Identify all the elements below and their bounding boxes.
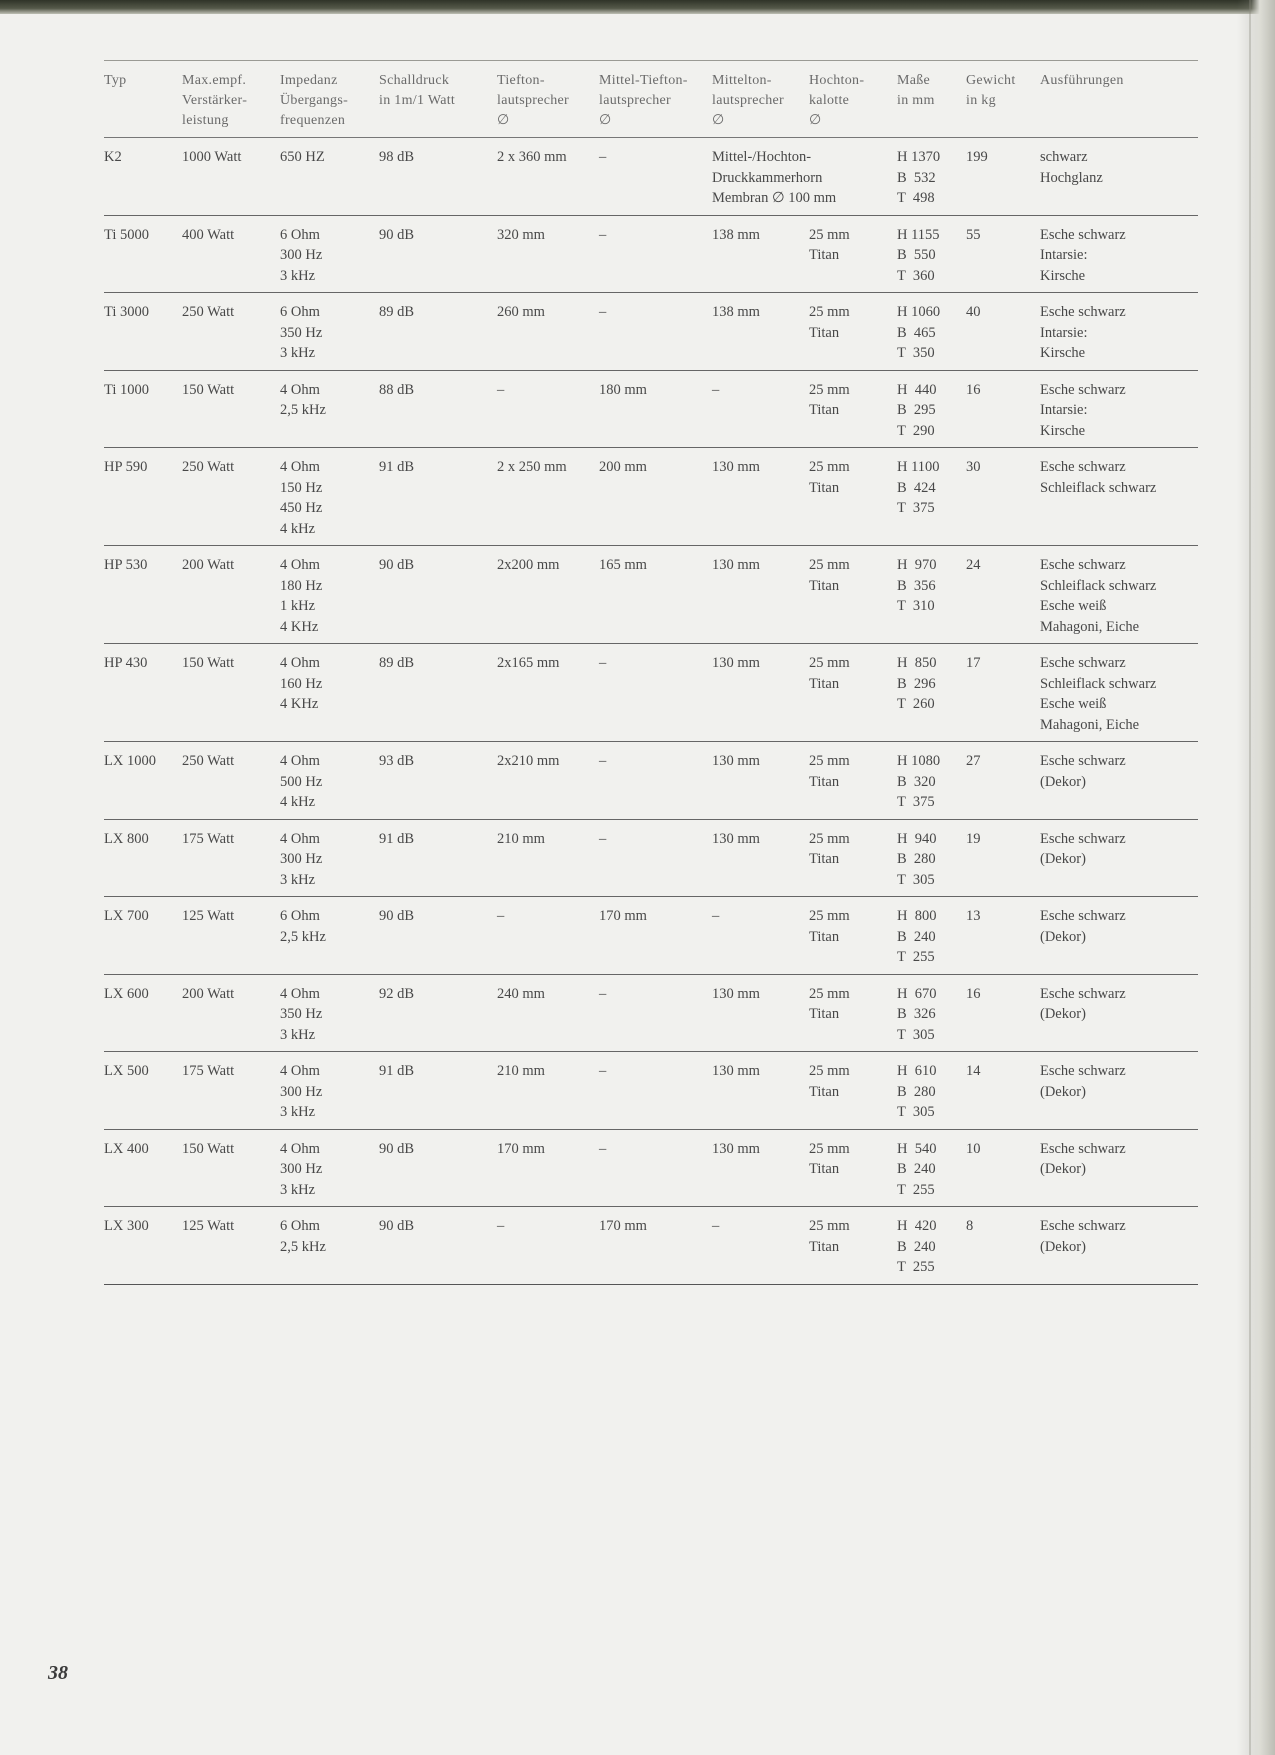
cell-typ: LX 700: [104, 897, 182, 975]
cell-hochton: 25 mm Titan: [809, 448, 897, 546]
cell-schalldruck: 88 dB: [379, 370, 497, 448]
table-row-lx700: [104, 897, 1198, 975]
cell-hochton: 25 mm Titan: [809, 1129, 897, 1207]
cell-schalldruck: 89 dB: [379, 644, 497, 742]
cell-hochton: 25 mm Titan: [809, 644, 897, 742]
cell-hochton: 25 mm Titan: [809, 974, 897, 1052]
cell-ausfuehrungen: Esche schwarz (Dekor): [1040, 1207, 1198, 1285]
table-row-ti5000: [104, 215, 1198, 293]
cell-hochton: 25 mm Titan: [809, 370, 897, 448]
cell-mittelton: –: [712, 370, 809, 448]
cell-tiefton: 2x210 mm: [497, 742, 599, 820]
cell-impedanz: 4 Ohm 150 Hz 450 Hz 4 kHz: [280, 448, 379, 546]
cell-masse: H 540 B 240 T 255: [897, 1129, 966, 1207]
cell-tiefton: 170 mm: [497, 1129, 599, 1207]
cell-hochton: 25 mm Titan: [809, 546, 897, 644]
cell-schalldruck: 90 dB: [379, 215, 497, 293]
cell-mittelton: 130 mm: [712, 1052, 809, 1130]
table-row-ti1000: [104, 370, 1198, 448]
cell-mittel-tiefton: 180 mm: [599, 370, 712, 448]
cell-impedanz: 4 Ohm 180 Hz 1 kHz 4 KHz: [280, 546, 379, 644]
cell-mittel-tiefton: –: [599, 644, 712, 742]
cell-mittelton: –: [712, 1207, 809, 1285]
cell-leistung: 250 Watt: [182, 448, 280, 546]
cell-gewicht: 17: [966, 644, 1040, 742]
cell-typ: LX 800: [104, 819, 182, 897]
cell-tiefton: 2x200 mm: [497, 546, 599, 644]
cell-masse: H 1100 B 424 T 375: [897, 448, 966, 546]
cell-impedanz: 4 Ohm 350 Hz 3 kHz: [280, 974, 379, 1052]
cell-mittelton: 130 mm: [712, 819, 809, 897]
cell-mittel-tiefton: –: [599, 974, 712, 1052]
cell-leistung: 150 Watt: [182, 644, 280, 742]
cell-mittelton: 130 mm: [712, 546, 809, 644]
cell-mittelton: –: [712, 897, 809, 975]
cell-masse: H 440 B 295 T 290: [897, 370, 966, 448]
cell-typ: HP 430: [104, 644, 182, 742]
cell-tiefton: 2x165 mm: [497, 644, 599, 742]
cell-mittel-tiefton: –: [599, 1052, 712, 1130]
cell-tiefton: 320 mm: [497, 215, 599, 293]
cell-hochton: 25 mm Titan: [809, 1052, 897, 1130]
cell-hochton: 25 mm Titan: [809, 215, 897, 293]
cell-gewicht: 13: [966, 897, 1040, 975]
cell-masse: H 1060 B 465 T 350: [897, 293, 966, 371]
page-top-edge: [0, 0, 1275, 14]
cell-typ: HP 530: [104, 546, 182, 644]
cell-impedanz: 6 Ohm 2,5 kHz: [280, 897, 379, 975]
table-row-lx1000: [104, 742, 1198, 820]
cell-ausfuehrungen: Esche schwarz (Dekor): [1040, 974, 1198, 1052]
page-right-edge: [1237, 0, 1275, 1755]
cell-druckkammerhorn: Mittel-/Hochton- Druckkammerhorn Membran ∅ 100 mm: [712, 138, 897, 216]
cell-leistung: 125 Watt: [182, 897, 280, 975]
cell-mittel-tiefton: 170 mm: [599, 1207, 712, 1285]
cell-mittelton: 138 mm: [712, 215, 809, 293]
table-row-lx500: [104, 1052, 1198, 1130]
page-fold-line: [1249, 0, 1251, 1755]
header-tiefton: Tiefton- lautsprecher ∅: [497, 61, 599, 138]
cell-mittel-tiefton: –: [599, 138, 712, 216]
cell-leistung: 150 Watt: [182, 370, 280, 448]
cell-typ: LX 500: [104, 1052, 182, 1130]
cell-typ: HP 590: [104, 448, 182, 546]
cell-gewicht: 55: [966, 215, 1040, 293]
cell-schalldruck: 90 dB: [379, 546, 497, 644]
cell-mittel-tiefton: –: [599, 215, 712, 293]
cell-gewicht: 8: [966, 1207, 1040, 1285]
cell-mittel-tiefton: 170 mm: [599, 897, 712, 975]
cell-tiefton: 2 x 250 mm: [497, 448, 599, 546]
cell-schalldruck: 91 dB: [379, 819, 497, 897]
table-row-hp430: [104, 644, 1198, 742]
cell-ausfuehrungen: Esche schwarz (Dekor): [1040, 1052, 1198, 1130]
cell-ausfuehrungen: Esche schwarz Schleiflack schwarz Esche weiß Mahagoni, Eiche: [1040, 546, 1198, 644]
cell-gewicht: 30: [966, 448, 1040, 546]
cell-impedanz: 4 Ohm 500 Hz 4 kHz: [280, 742, 379, 820]
cell-impedanz: 4 Ohm 300 Hz 3 kHz: [280, 1052, 379, 1130]
header-hochton: Hochton- kalotte ∅: [809, 61, 897, 138]
cell-leistung: 400 Watt: [182, 215, 280, 293]
cell-gewicht: 19: [966, 819, 1040, 897]
cell-tiefton: 240 mm: [497, 974, 599, 1052]
table-row-hp590: [104, 448, 1198, 546]
cell-masse: H 1370 B 532 T 498: [897, 138, 966, 216]
cell-impedanz: 650 HZ: [280, 138, 379, 216]
cell-masse: H 800 B 240 T 255: [897, 897, 966, 975]
cell-schalldruck: 89 dB: [379, 293, 497, 371]
cell-mittel-tiefton: 165 mm: [599, 546, 712, 644]
cell-impedanz: 4 Ohm 300 Hz 3 kHz: [280, 819, 379, 897]
cell-impedanz: 6 Ohm 2,5 kHz: [280, 1207, 379, 1285]
cell-gewicht: 14: [966, 1052, 1040, 1130]
cell-schalldruck: 91 dB: [379, 448, 497, 546]
cell-tiefton: 260 mm: [497, 293, 599, 371]
cell-mittel-tiefton: 200 mm: [599, 448, 712, 546]
cell-leistung: 200 Watt: [182, 974, 280, 1052]
cell-hochton: 25 mm Titan: [809, 293, 897, 371]
cell-impedanz: 6 Ohm 300 Hz 3 kHz: [280, 215, 379, 293]
header-ausfuehrungen: Ausführungen: [1040, 61, 1198, 138]
cell-ausfuehrungen: schwarz Hochglanz: [1040, 138, 1198, 216]
cell-masse: H 850 B 296 T 260: [897, 644, 966, 742]
cell-ausfuehrungen: Esche schwarz (Dekor): [1040, 742, 1198, 820]
spec-sheet: [104, 60, 1198, 1285]
table-row-lx400: [104, 1129, 1198, 1207]
cell-tiefton: –: [497, 1207, 599, 1285]
cell-ausfuehrungen: Esche schwarz Schleiflack schwarz: [1040, 448, 1198, 546]
table-header-row: [104, 61, 1198, 138]
cell-tiefton: –: [497, 370, 599, 448]
cell-hochton: 25 mm Titan: [809, 819, 897, 897]
cell-impedanz: 4 Ohm 2,5 kHz: [280, 370, 379, 448]
cell-impedanz: 4 Ohm 160 Hz 4 KHz: [280, 644, 379, 742]
cell-leistung: 175 Watt: [182, 1052, 280, 1130]
cell-schalldruck: 90 dB: [379, 1129, 497, 1207]
cell-masse: H 1080 B 320 T 375: [897, 742, 966, 820]
cell-masse: H 670 B 326 T 305: [897, 974, 966, 1052]
cell-hochton: 25 mm Titan: [809, 742, 897, 820]
cell-hochton: 25 mm Titan: [809, 897, 897, 975]
header-impedanz: Impedanz Übergangs- frequenzen: [280, 61, 379, 138]
cell-ausfuehrungen: Esche schwarz (Dekor): [1040, 819, 1198, 897]
cell-ausfuehrungen: Esche schwarz Schleiflack schwarz Esche weiß Mahagoni, Eiche: [1040, 644, 1198, 742]
cell-leistung: 150 Watt: [182, 1129, 280, 1207]
header-gewicht: Gewicht in kg: [966, 61, 1040, 138]
header-schalldruck: Schalldruck in 1m/1 Watt: [379, 61, 497, 138]
cell-ausfuehrungen: Esche schwarz Intarsie: Kirsche: [1040, 293, 1198, 371]
header-leistung: Max.empf. Verstärker- leistung: [182, 61, 280, 138]
cell-gewicht: 24: [966, 546, 1040, 644]
cell-ausfuehrungen: Esche schwarz Intarsie: Kirsche: [1040, 215, 1198, 293]
cell-impedanz: 4 Ohm 300 Hz 3 kHz: [280, 1129, 379, 1207]
cell-tiefton: 210 mm: [497, 819, 599, 897]
cell-gewicht: 40: [966, 293, 1040, 371]
cell-typ: Ti 1000: [104, 370, 182, 448]
cell-typ: LX 1000: [104, 742, 182, 820]
cell-typ: Ti 3000: [104, 293, 182, 371]
cell-mittel-tiefton: –: [599, 819, 712, 897]
cell-mittel-tiefton: –: [599, 742, 712, 820]
cell-gewicht: 27: [966, 742, 1040, 820]
cell-gewicht: 16: [966, 370, 1040, 448]
cell-leistung: 125 Watt: [182, 1207, 280, 1285]
cell-masse: H 610 B 280 T 305: [897, 1052, 966, 1130]
cell-masse: H 970 B 356 T 310: [897, 546, 966, 644]
cell-tiefton: –: [497, 897, 599, 975]
cell-mittelton: 130 mm: [712, 1129, 809, 1207]
cell-mittelton: 130 mm: [712, 974, 809, 1052]
cell-mittelton: 130 mm: [712, 644, 809, 742]
cell-leistung: 1000 Watt: [182, 138, 280, 216]
speaker-spec-table: [104, 60, 1198, 1285]
cell-mittel-tiefton: –: [599, 293, 712, 371]
cell-leistung: 250 Watt: [182, 293, 280, 371]
header-masse: Maße in mm: [897, 61, 966, 138]
cell-impedanz: 6 Ohm 350 Hz 3 kHz: [280, 293, 379, 371]
cell-ausfuehrungen: Esche schwarz (Dekor): [1040, 1129, 1198, 1207]
cell-mittelton: 130 mm: [712, 448, 809, 546]
cell-schalldruck: 98 dB: [379, 138, 497, 216]
cell-schalldruck: 90 dB: [379, 897, 497, 975]
cell-gewicht: 10: [966, 1129, 1040, 1207]
cell-mittelton: 138 mm: [712, 293, 809, 371]
cell-mittel-tiefton: –: [599, 1129, 712, 1207]
cell-typ: LX 400: [104, 1129, 182, 1207]
cell-typ: Ti 5000: [104, 215, 182, 293]
cell-masse: H 940 B 280 T 305: [897, 819, 966, 897]
cell-masse: H 1155 B 550 T 360: [897, 215, 966, 293]
table-row-ti3000: [104, 293, 1198, 371]
cell-mittelton: 130 mm: [712, 742, 809, 820]
table-row-k2: [104, 138, 1198, 216]
cell-tiefton: 2 x 360 mm: [497, 138, 599, 216]
cell-schalldruck: 90 dB: [379, 1207, 497, 1285]
header-mittelton: Mittelton- lautsprecher ∅: [712, 61, 809, 138]
cell-tiefton: 210 mm: [497, 1052, 599, 1130]
header-mittel-tiefton: Mittel-Tiefton- lautsprecher ∅: [599, 61, 712, 138]
cell-typ: LX 300: [104, 1207, 182, 1285]
cell-leistung: 200 Watt: [182, 546, 280, 644]
cell-ausfuehrungen: Esche schwarz (Dekor): [1040, 897, 1198, 975]
table-row-hp530: [104, 546, 1198, 644]
cell-schalldruck: 91 dB: [379, 1052, 497, 1130]
cell-ausfuehrungen: Esche schwarz Intarsie: Kirsche: [1040, 370, 1198, 448]
table-row-lx600: [104, 974, 1198, 1052]
cell-leistung: 175 Watt: [182, 819, 280, 897]
header-typ: Typ: [104, 61, 182, 138]
cell-gewicht: 199: [966, 138, 1040, 216]
table-row-lx300: [104, 1207, 1198, 1285]
page-number: 38: [48, 1662, 68, 1684]
cell-hochton: 25 mm Titan: [809, 1207, 897, 1285]
cell-schalldruck: 93 dB: [379, 742, 497, 820]
cell-schalldruck: 92 dB: [379, 974, 497, 1052]
cell-typ: K2: [104, 138, 182, 216]
cell-leistung: 250 Watt: [182, 742, 280, 820]
cell-typ: LX 600: [104, 974, 182, 1052]
cell-gewicht: 16: [966, 974, 1040, 1052]
cell-masse: H 420 B 240 T 255: [897, 1207, 966, 1285]
table-row-lx800: [104, 819, 1198, 897]
